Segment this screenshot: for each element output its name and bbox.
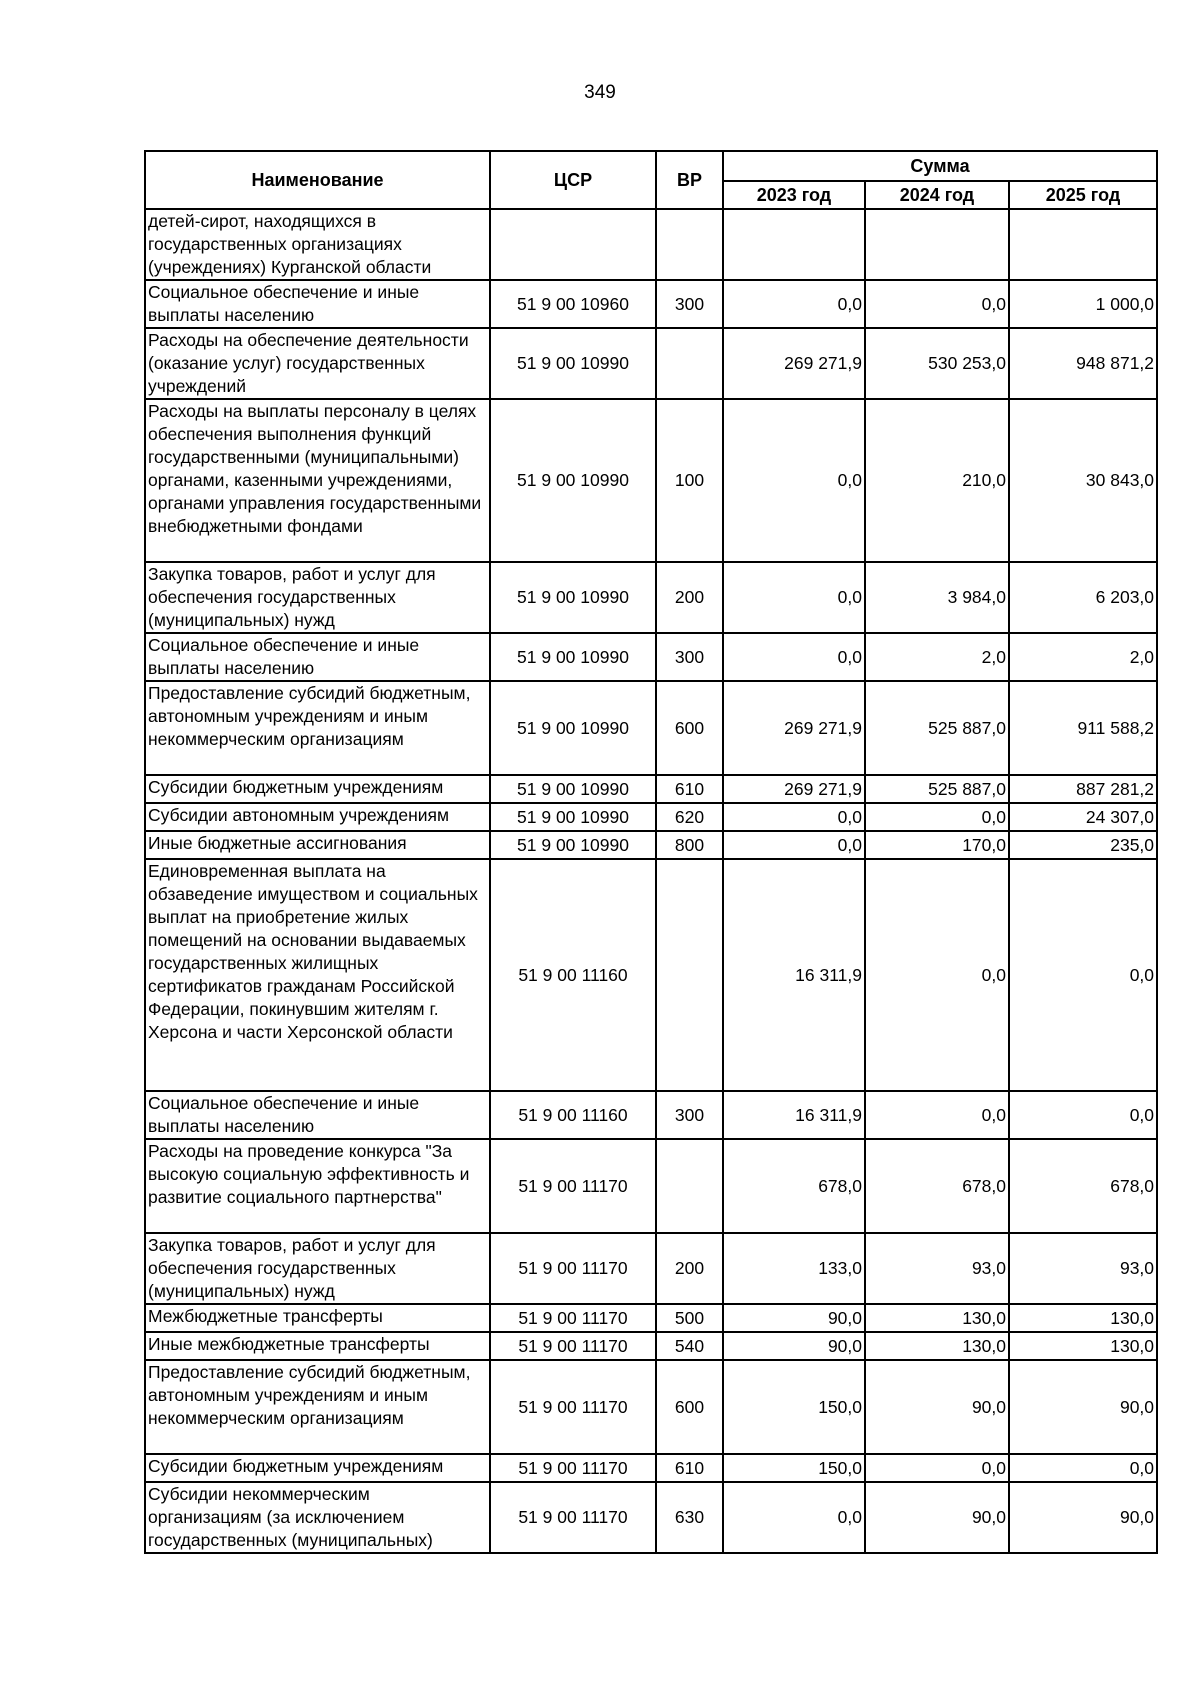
- row-vr: 610: [656, 775, 723, 803]
- row-csr: 51 9 00 11170: [490, 1482, 656, 1553]
- row-name: Иные межбюджетные трансферты: [145, 1332, 490, 1360]
- row-2025: 130,0: [1009, 1304, 1157, 1332]
- row-2023: 0,0: [723, 1482, 865, 1553]
- row-2025: 30 843,0: [1009, 399, 1157, 562]
- row-csr: 51 9 00 10960: [490, 280, 656, 328]
- row-2023: 150,0: [723, 1360, 865, 1454]
- row-vr: 300: [656, 280, 723, 328]
- row-name: Иные бюджетные ассигнования: [145, 831, 490, 859]
- header-year-2023: 2023 год: [723, 181, 865, 209]
- table-row: [145, 280, 1157, 328]
- row-name: Социальное обеспечение и иные выплаты населению: [145, 633, 490, 681]
- row-vr: 200: [656, 1233, 723, 1304]
- row-2024: [865, 209, 1009, 280]
- row-2025: 678,0: [1009, 1139, 1157, 1233]
- row-name: Межбюджетные трансферты: [145, 1304, 490, 1332]
- row-2025: 2,0: [1009, 633, 1157, 681]
- row-2024: 2,0: [865, 633, 1009, 681]
- row-name: Расходы на проведение конкурса "За высокую социальную эффективность и развитие социального партнерства": [145, 1139, 490, 1233]
- table-row: [145, 1091, 1157, 1139]
- row-name: Предоставление субсидий бюджетным, автономным учреждениям и иным некоммерческим организациям: [145, 681, 490, 775]
- row-2023: 269 271,9: [723, 681, 865, 775]
- row-2023: 150,0: [723, 1454, 865, 1482]
- row-csr: 51 9 00 11170: [490, 1332, 656, 1360]
- budget-table: [144, 150, 1158, 1554]
- row-2025: 90,0: [1009, 1482, 1157, 1553]
- row-name: Социальное обеспечение и иные выплаты населению: [145, 1091, 490, 1139]
- table-row: [145, 1139, 1157, 1233]
- row-vr: 610: [656, 1454, 723, 1482]
- header-year-2025: 2025 год: [1009, 181, 1157, 209]
- page-number: 349: [584, 82, 616, 103]
- row-2023: 678,0: [723, 1139, 865, 1233]
- row-vr: [656, 1139, 723, 1233]
- row-name: Субсидии автономным учреждениям: [145, 803, 490, 831]
- row-2024: 130,0: [865, 1304, 1009, 1332]
- table-row: [145, 681, 1157, 775]
- row-vr: [656, 859, 723, 1091]
- row-2024: 0,0: [865, 1091, 1009, 1139]
- row-2024: 3 984,0: [865, 562, 1009, 633]
- row-2025: 0,0: [1009, 1091, 1157, 1139]
- row-vr: 630: [656, 1482, 723, 1553]
- table-row: [145, 1304, 1157, 1332]
- row-2023: 0,0: [723, 633, 865, 681]
- row-csr: 51 9 00 10990: [490, 803, 656, 831]
- table-row: [145, 1233, 1157, 1304]
- header-vr: ВР: [656, 151, 723, 209]
- row-name: Предоставление субсидий бюджетным, автономным учреждениям и иным некоммерческим организациям: [145, 1360, 490, 1454]
- row-vr: 540: [656, 1332, 723, 1360]
- row-2023: 0,0: [723, 399, 865, 562]
- row-2024: 130,0: [865, 1332, 1009, 1360]
- row-2024: 678,0: [865, 1139, 1009, 1233]
- row-name: Субсидии бюджетным учреждениям: [145, 775, 490, 803]
- row-vr: [656, 209, 723, 280]
- row-2024: 0,0: [865, 1454, 1009, 1482]
- row-2024: 90,0: [865, 1360, 1009, 1454]
- table-row: [145, 1332, 1157, 1360]
- row-csr: 51 9 00 11160: [490, 1091, 656, 1139]
- row-2023: 16 311,9: [723, 859, 865, 1091]
- row-vr: 600: [656, 1360, 723, 1454]
- row-2024: 0,0: [865, 859, 1009, 1091]
- row-2023: 16 311,9: [723, 1091, 865, 1139]
- row-2025: 90,0: [1009, 1360, 1157, 1454]
- row-vr: 800: [656, 831, 723, 859]
- row-2023: 90,0: [723, 1304, 865, 1332]
- row-name: детей-сирот, находящихся в государственных организациях (учреждениях) Курганской области: [145, 209, 490, 280]
- row-name: Социальное обеспечение и иные выплаты населению: [145, 280, 490, 328]
- row-csr: 51 9 00 10990: [490, 775, 656, 803]
- row-csr: 51 9 00 10990: [490, 399, 656, 562]
- row-2024: 170,0: [865, 831, 1009, 859]
- row-csr: 51 9 00 10990: [490, 562, 656, 633]
- row-vr: 100: [656, 399, 723, 562]
- row-csr: 51 9 00 10990: [490, 831, 656, 859]
- table-row: [145, 209, 1157, 280]
- row-csr: 51 9 00 10990: [490, 681, 656, 775]
- row-2025: 130,0: [1009, 1332, 1157, 1360]
- row-2023: 0,0: [723, 831, 865, 859]
- row-name: Субсидии некоммерческим организациям (за исключением государственных (муниципальных): [145, 1482, 490, 1553]
- table-row: [145, 1454, 1157, 1482]
- row-name: Расходы на выплаты персоналу в целях обеспечения выполнения функций государственными (муниципальными) органами, казенными учреждениями, органами управления государственными внебюджетными фондами: [145, 399, 490, 562]
- header-sum: Сумма: [723, 151, 1157, 181]
- row-2023: 0,0: [723, 280, 865, 328]
- row-2025: 235,0: [1009, 831, 1157, 859]
- row-csr: 51 9 00 10990: [490, 328, 656, 399]
- table-row: [145, 633, 1157, 681]
- row-2024: 210,0: [865, 399, 1009, 562]
- row-vr: 620: [656, 803, 723, 831]
- row-2025: 24 307,0: [1009, 803, 1157, 831]
- row-2025: 93,0: [1009, 1233, 1157, 1304]
- row-vr: 300: [656, 633, 723, 681]
- table-row: [145, 831, 1157, 859]
- row-name: Субсидии бюджетным учреждениям: [145, 1454, 490, 1482]
- row-2024: 90,0: [865, 1482, 1009, 1553]
- row-vr: 300: [656, 1091, 723, 1139]
- row-name: Закупка товаров, работ и услуг для обеспечения государственных (муниципальных) нужд: [145, 562, 490, 633]
- row-vr: 200: [656, 562, 723, 633]
- row-csr: [490, 209, 656, 280]
- table-row: [145, 1360, 1157, 1454]
- row-2024: 93,0: [865, 1233, 1009, 1304]
- row-name: Единовременная выплата на обзаведение имуществом и социальных выплат на приобретение жилых помещений на основании выдаваемых государственных жилищных сертификатов гражданам Российской Федерации, покинувшим жителям г. Херсона и части Херсонской области: [145, 859, 490, 1091]
- row-2024: 530 253,0: [865, 328, 1009, 399]
- row-csr: 51 9 00 10990: [490, 633, 656, 681]
- row-csr: 51 9 00 11160: [490, 859, 656, 1091]
- row-2025: [1009, 209, 1157, 280]
- row-csr: 51 9 00 11170: [490, 1360, 656, 1454]
- row-csr: 51 9 00 11170: [490, 1454, 656, 1482]
- row-2025: 887 281,2: [1009, 775, 1157, 803]
- table-row: [145, 1482, 1157, 1553]
- header-year-2024: 2024 год: [865, 181, 1009, 209]
- row-name: Расходы на обеспечение деятельности (оказание услуг) государственных учреждений: [145, 328, 490, 399]
- row-2025: 948 871,2: [1009, 328, 1157, 399]
- row-csr: 51 9 00 11170: [490, 1304, 656, 1332]
- row-2025: 0,0: [1009, 859, 1157, 1091]
- row-vr: [656, 328, 723, 399]
- table-row: [145, 803, 1157, 831]
- row-2025: 1 000,0: [1009, 280, 1157, 328]
- row-2023: 0,0: [723, 803, 865, 831]
- row-2024: 0,0: [865, 280, 1009, 328]
- table-row: [145, 775, 1157, 803]
- row-2024: 0,0: [865, 803, 1009, 831]
- row-2023: 90,0: [723, 1332, 865, 1360]
- row-2025: 0,0: [1009, 1454, 1157, 1482]
- row-2023: 0,0: [723, 562, 865, 633]
- row-2025: 6 203,0: [1009, 562, 1157, 633]
- row-csr: 51 9 00 11170: [490, 1139, 656, 1233]
- row-vr: 600: [656, 681, 723, 775]
- row-2023: 269 271,9: [723, 328, 865, 399]
- row-2025: 911 588,2: [1009, 681, 1157, 775]
- row-vr: 500: [656, 1304, 723, 1332]
- row-csr: 51 9 00 11170: [490, 1233, 656, 1304]
- table-row: [145, 859, 1157, 1091]
- row-2024: 525 887,0: [865, 775, 1009, 803]
- table-row: [145, 328, 1157, 399]
- row-2024: 525 887,0: [865, 681, 1009, 775]
- row-name: Закупка товаров, работ и услуг для обеспечения государственных (муниципальных) нужд: [145, 1233, 490, 1304]
- header-name: Наименование: [145, 151, 490, 209]
- row-2023: 269 271,9: [723, 775, 865, 803]
- table-row: [145, 399, 1157, 562]
- row-2023: [723, 209, 865, 280]
- header-csr: ЦСР: [490, 151, 656, 209]
- table-row: [145, 562, 1157, 633]
- row-2023: 133,0: [723, 1233, 865, 1304]
